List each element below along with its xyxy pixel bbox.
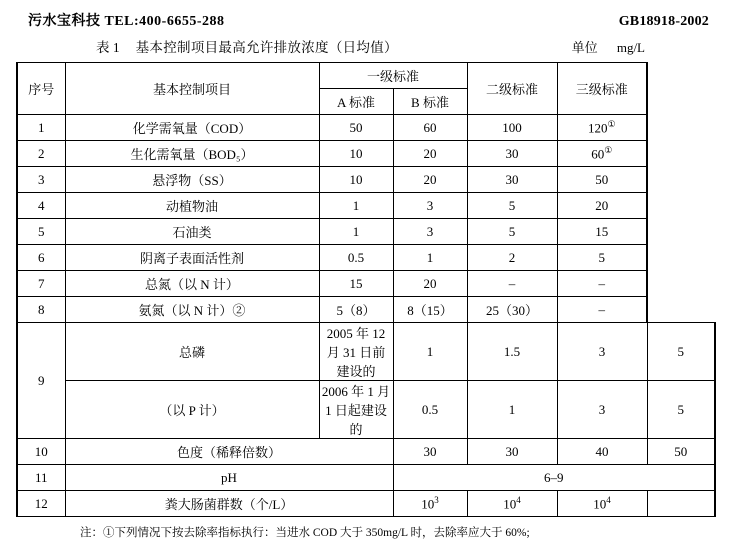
table-row <box>17 245 715 271</box>
row-level1b: 30 <box>467 439 557 465</box>
row-level1b: 20 <box>393 141 467 167</box>
row-level2: 5 <box>467 193 557 219</box>
table-row <box>17 115 715 141</box>
row-item: 生化需氧量（BOD₅） <box>65 141 319 167</box>
table-row-phosphorus-1 <box>17 323 715 381</box>
row-level3: 50 <box>557 167 647 193</box>
phosphorus-label-line2: （以 P 计） <box>65 381 319 439</box>
phosphorus-period-2: 2006 年 1 月 1 日起建设的 <box>319 381 393 439</box>
row-level1a: 0.5 <box>393 381 467 439</box>
row-level3: 5 <box>647 323 715 381</box>
company-label: 污水宝科技 TEL:400-6655-288 <box>28 14 225 29</box>
row-item: 石油类 <box>65 219 319 245</box>
row-level1a: 50 <box>319 115 393 141</box>
row-level1b: 20 <box>393 271 467 297</box>
row-level1a: 0.5 <box>319 245 393 271</box>
table-row <box>17 439 715 465</box>
row-seq: 10 <box>17 439 65 465</box>
row-level1a: 1 <box>319 219 393 245</box>
table-row <box>17 271 715 297</box>
row-seq: 11 <box>17 465 65 491</box>
row-level3 <box>647 491 715 517</box>
row-level1b: $10^4$ <box>467 491 557 517</box>
row-level3: 20 <box>557 193 647 219</box>
row-seq: 4 <box>17 193 65 219</box>
row-item: 粪大肠菌群数（个/L） <box>65 491 393 517</box>
header-level1: 一级标准 <box>319 63 467 89</box>
row-level1b: 60 <box>393 115 467 141</box>
emission-limits-table <box>16 62 716 517</box>
phosphorus-label-line1: 总磷 <box>65 323 319 381</box>
header-seq: 序号 <box>17 63 65 115</box>
row-level1a: 10 <box>319 141 393 167</box>
row-level3: – <box>557 271 647 297</box>
row-level3: – <box>557 297 647 323</box>
row-level2: $10^4$ <box>557 491 647 517</box>
row-level3: 15 <box>557 219 647 245</box>
row-level2: 3 <box>557 381 647 439</box>
header-level1-a: A 标准 <box>319 89 393 115</box>
table-row <box>17 141 715 167</box>
standard-code-label: GB18918-2002 <box>618 14 709 29</box>
row-seq: 1 <box>17 115 65 141</box>
row-seq: 6 <box>17 245 65 271</box>
row-level1b: 1 <box>467 381 557 439</box>
row-level3: 5 <box>647 381 715 439</box>
header-item: 基本控制项目 <box>65 63 319 115</box>
row-seq: 12 <box>17 491 65 517</box>
row-seq: 2 <box>17 141 65 167</box>
row-level1a: 1 <box>319 193 393 219</box>
unit-note <box>572 37 645 56</box>
table-row-phosphorus-2 <box>17 381 715 439</box>
row-level3: 60① <box>557 141 647 167</box>
table-row-ph <box>17 465 715 491</box>
table-row <box>17 491 715 517</box>
unit-value: mg/L <box>616 40 645 55</box>
row-level2: 3 <box>557 323 647 381</box>
row-level1b: 3 <box>393 219 467 245</box>
row-seq: 5 <box>17 219 65 245</box>
row-level1a: 5（8） <box>319 297 393 323</box>
row-level1b: 8（15） <box>393 297 467 323</box>
document-header <box>14 8 715 30</box>
table-row <box>17 297 715 323</box>
table-header-row <box>17 63 715 89</box>
row-level2: 100 <box>467 115 557 141</box>
table-title-row <box>14 36 715 56</box>
row-level1b: 1 <box>393 245 467 271</box>
row-level1a: 10 <box>319 167 393 193</box>
row-level2: 2 <box>467 245 557 271</box>
header-level2: 二级标准 <box>467 63 557 115</box>
table-notes <box>80 525 715 542</box>
phosphorus-period-1: 2005 年 12 月 31 日前建设的 <box>319 323 393 381</box>
row-item: 阴离子表面活性剂 <box>65 245 319 271</box>
header-level3: 三级标准 <box>557 63 647 115</box>
row-level1b: 20 <box>393 167 467 193</box>
row-level1a: 15 <box>319 271 393 297</box>
row-level1a: 30 <box>393 439 467 465</box>
row-item: pH <box>65 465 393 491</box>
row-level1b: 3 <box>393 193 467 219</box>
row-level2: – <box>467 271 557 297</box>
header-level1-b: B 标准 <box>393 89 467 115</box>
row-item: 动植物油 <box>65 193 319 219</box>
row-level1a: $10^3$ <box>393 491 467 517</box>
row-seq: 7 <box>17 271 65 297</box>
row-level2: 40 <box>557 439 647 465</box>
table-number-label: 表 1 <box>96 40 120 55</box>
row-item: 色度（稀释倍数） <box>65 439 393 465</box>
row-level3: 50 <box>647 439 715 465</box>
table-title: 基本控制项目最高允许排放浓度（日均值） <box>135 40 398 55</box>
table-row <box>17 219 715 245</box>
row-level1a: 1 <box>393 323 467 381</box>
row-level2: 25（30） <box>467 297 557 323</box>
row-seq: 9 <box>17 323 65 439</box>
row-seq: 8 <box>17 297 65 323</box>
row-level2: 30 <box>467 167 557 193</box>
row-level1b: 1.5 <box>467 323 557 381</box>
row-item: 化学需氧量（COD） <box>65 115 319 141</box>
row-level3: 120① <box>557 115 647 141</box>
unit-label: 单位 <box>571 40 598 55</box>
row-item: 悬浮物（SS） <box>65 167 319 193</box>
row-merged-value: 6–9 <box>393 465 715 491</box>
table-row <box>17 167 715 193</box>
row-seq: 3 <box>17 167 65 193</box>
row-level2: 30 <box>467 141 557 167</box>
note-line-1: 注：①下列情况下按去除率指标执行：当进水 COD 大于 350mg/L 时，去除率应大于 60%; <box>80 527 530 539</box>
table-row <box>17 193 715 219</box>
row-level3: 5 <box>557 245 647 271</box>
row-item: 总氮（以 N 计） <box>65 271 319 297</box>
row-item: 氨氮（以 N 计）② <box>65 297 319 323</box>
row-level2: 5 <box>467 219 557 245</box>
